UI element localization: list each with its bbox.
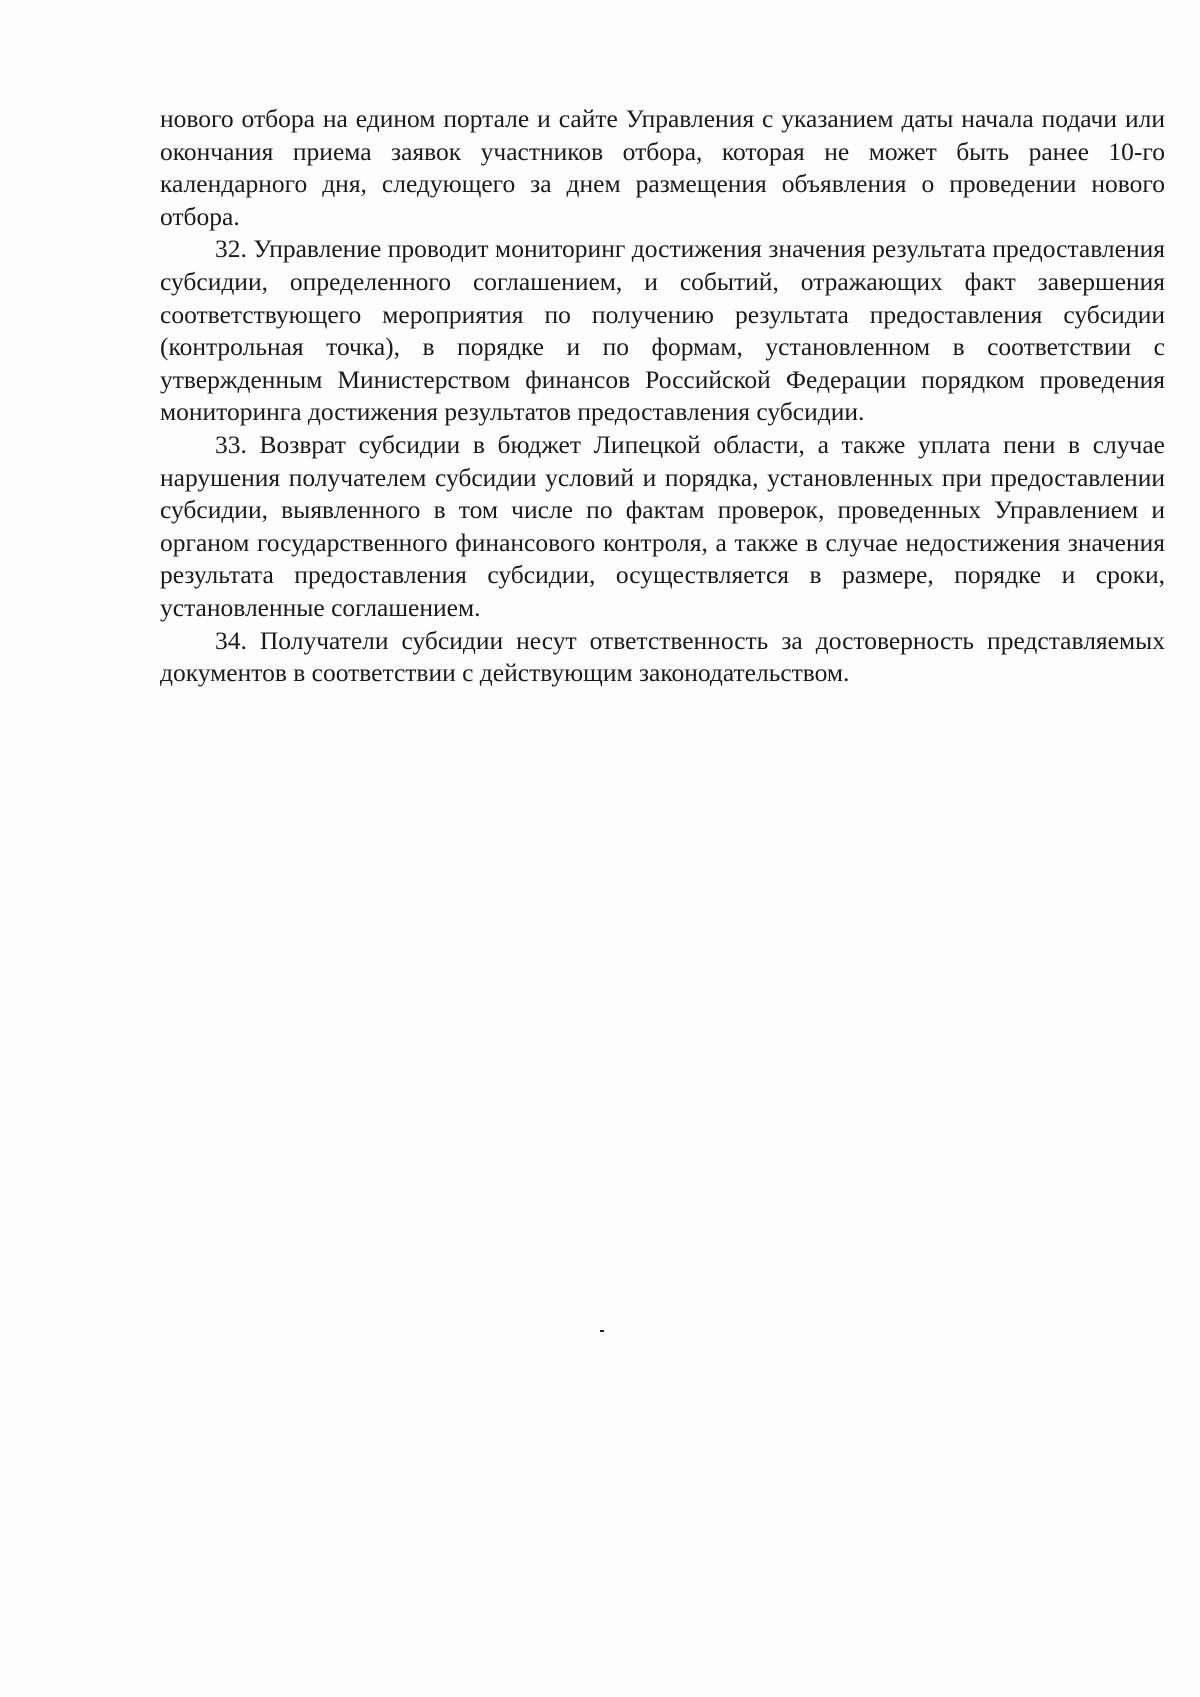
paragraph-33: 33. Возврат субсидии в бюджет Липецкой области, а также уплата пени в случае нарушения получателем субсидии условий и порядка, установленных при предоставлении субсидии, выявленного в том числе по фактам проверок, проведенных Управлением и органом государственного финансового контроля, а также в случае недостижения значения результата предоставления субсидии, осуществляется в размере, порядке и сроки, установленные соглашением. [160,429,1165,622]
scan-speck [600,1330,604,1332]
document-body [160,103,1165,690]
paragraph-continuation: нового отбора на едином портале и сайте Управления с указанием даты начала подачи или окончания приема заявок участников отбора, которая не может быть ранее 10-го календарного дня, следующего за днем размещения объявления о проведении нового отбора. [160,104,1165,231]
paragraph-34: 34. Получатели субсидии несут ответственность за достоверность представляемых документов в соответствии с действующим законодательством. [160,625,1165,688]
paragraph-32: 32. Управление проводит мониторинг достижения значения результата предоставления субсидии, определенного соглашением, и событий, отражающих факт завершения соответствующего мероприятия по получению результата предоставления субсидии (контрольная точка), в порядке и по формам, установленном в соответствии с утвержденным Министерством финансов Российской Федерации порядком проведения мониторинга достижения результатов предоставления субсидии. [160,234,1165,427]
